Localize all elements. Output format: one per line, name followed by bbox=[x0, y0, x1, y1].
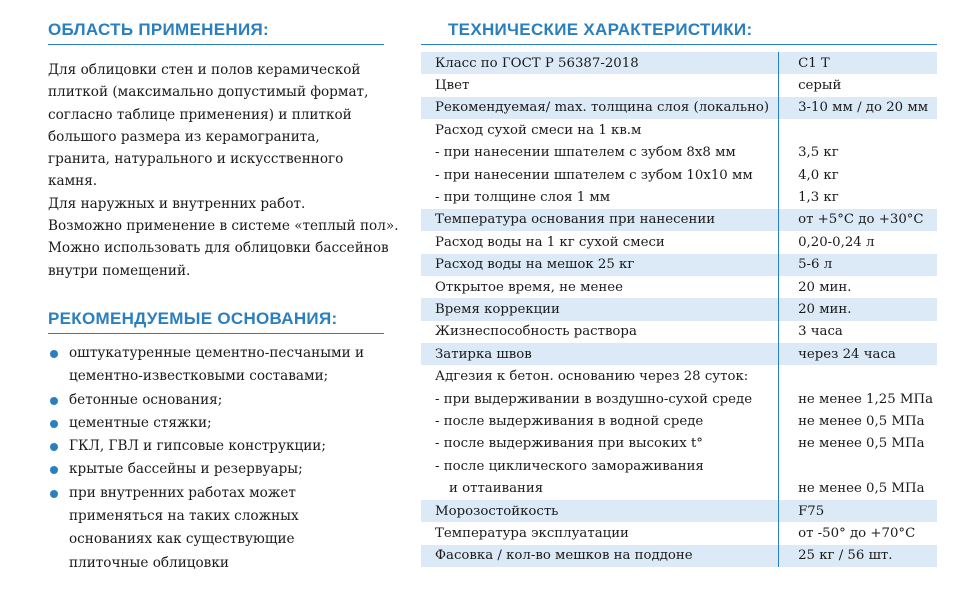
list-item-text: основаниях как существующие bbox=[69, 531, 295, 548]
bases-heading: РЕКОМЕНДУЕМЫЕ ОСНОВАНИЯ: bbox=[48, 309, 384, 334]
list-item-text: цементные стяжки; bbox=[69, 414, 212, 431]
spec-value: через 24 часа bbox=[779, 343, 937, 365]
application-section bbox=[48, 20, 399, 282]
table-row bbox=[421, 164, 937, 186]
spec-value: F75 bbox=[779, 500, 937, 522]
spec-value bbox=[779, 119, 937, 141]
table-row bbox=[421, 321, 937, 343]
spec-label: Открытое время, не менее bbox=[435, 279, 623, 295]
table-row bbox=[421, 477, 937, 499]
table-row bbox=[421, 410, 937, 432]
spec-value: 0,20-0,24 л bbox=[779, 231, 937, 253]
spec-label: Класс по ГОСТ Р 56387-2018 bbox=[421, 52, 779, 74]
spec-label: Жизнеспособность раствора bbox=[435, 324, 637, 340]
bases-list bbox=[48, 342, 384, 575]
table-row bbox=[421, 365, 937, 387]
table-row bbox=[421, 343, 937, 365]
table-row bbox=[421, 254, 937, 276]
application-text-line: большого размера из керамогранита, bbox=[48, 128, 320, 145]
spec-value: 4,0 кг bbox=[779, 164, 937, 186]
list-item bbox=[48, 412, 384, 435]
table-row bbox=[421, 142, 937, 164]
spec-label: Расход воды на 1 кг сухой смеси bbox=[435, 234, 665, 250]
application-text-line: Для облицовки стен и полов керамической bbox=[48, 62, 361, 78]
spec-value: 3-10 мм / до 20 мм bbox=[779, 97, 937, 119]
specs-table bbox=[421, 52, 937, 567]
spec-value: от +5°С до +30°С bbox=[779, 209, 937, 231]
table-row bbox=[421, 209, 937, 231]
application-text bbox=[48, 59, 399, 282]
table-row bbox=[421, 74, 937, 96]
table-row bbox=[421, 433, 937, 455]
spec-label: Морозостойкость bbox=[421, 500, 779, 522]
application-text-line: внутри помещений. bbox=[48, 262, 191, 279]
spec-value: серый bbox=[779, 74, 937, 96]
spec-label: - при нанесении шпателем с зубом 8х8 мм bbox=[435, 145, 736, 161]
table-row bbox=[421, 276, 937, 298]
table-row bbox=[421, 522, 937, 544]
spec-value: 20 мин. bbox=[779, 276, 937, 298]
table-row bbox=[421, 388, 937, 410]
list-item-text: бетонные основания; bbox=[69, 391, 223, 408]
spec-label: - после выдерживания в водной среде bbox=[435, 413, 704, 429]
spec-value bbox=[779, 455, 937, 477]
spec-label: Температура эксплуатации bbox=[435, 525, 629, 541]
spec-value: не менее 0,5 МПа bbox=[779, 477, 937, 499]
spec-value bbox=[779, 365, 937, 387]
spec-value: C1 T bbox=[779, 52, 937, 74]
spec-label: Рекомендуемая/ max. толщина слоя (локально) bbox=[421, 97, 779, 119]
table-row bbox=[421, 455, 937, 477]
spec-value: не менее 0,5 МПа bbox=[779, 433, 937, 455]
spec-label: Фасовка / кол-во мешков на поддоне bbox=[421, 545, 779, 567]
application-text-line: согласно таблице применения) и плиткой bbox=[48, 106, 352, 123]
list-item-text: применяться на таких сложных bbox=[69, 508, 299, 525]
specs-section bbox=[421, 20, 937, 567]
list-item bbox=[48, 435, 384, 458]
spec-label: Адгезия к бетон. основанию через 28 суток: bbox=[435, 369, 749, 385]
spec-value: 25 кг / 56 шт. bbox=[779, 545, 937, 567]
spec-value: не менее 0,5 МПа bbox=[779, 410, 937, 432]
spec-value: 1,3 кг bbox=[779, 186, 937, 208]
spec-label: - при нанесении шпателем с зубом 10х10 мм bbox=[435, 167, 753, 183]
application-text-line: Для наружных и внутренних работ. bbox=[48, 195, 306, 212]
list-item-text: цементно-известковыми составами; bbox=[69, 368, 329, 385]
table-row bbox=[421, 298, 937, 320]
spec-value: 20 мин. bbox=[779, 298, 937, 320]
list-item bbox=[48, 482, 384, 575]
spec-label: - при выдерживании в воздушно-сухой среде bbox=[435, 391, 753, 407]
table-row bbox=[421, 97, 937, 119]
spec-label: Время коррекции bbox=[421, 298, 779, 320]
spec-value: 5-6 л bbox=[779, 254, 937, 276]
application-text-line: Можно использовать для облицовки бассейнов bbox=[48, 240, 389, 257]
application-text-line: камня. bbox=[48, 173, 98, 190]
list-item bbox=[48, 458, 384, 481]
spec-label: Цвет bbox=[435, 78, 470, 94]
spec-value: 3,5 кг bbox=[779, 142, 937, 164]
list-item-text: крытые бассейны и резервуары; bbox=[69, 461, 303, 478]
table-row bbox=[421, 545, 937, 567]
spec-value: 3 часа bbox=[779, 321, 937, 343]
application-heading: ОБЛАСТЬ ПРИМЕНЕНИЯ: bbox=[48, 20, 384, 45]
application-text-line: Возможно применение в системе «теплый пол». bbox=[48, 218, 399, 235]
list-item bbox=[48, 342, 384, 389]
spec-label: - после циклического замораживания bbox=[435, 458, 704, 474]
table-row bbox=[421, 52, 937, 74]
list-item-text: плиточные облицовки bbox=[69, 554, 229, 571]
application-text-line: гранита, натурального и искусственного bbox=[48, 151, 344, 168]
spec-label: Температура основания при нанесении bbox=[421, 209, 779, 231]
list-item-text: при внутренних работах может bbox=[69, 484, 296, 501]
spec-label: Затирка швов bbox=[421, 343, 779, 365]
list-item-text: ГКЛ, ГВЛ и гипсовые конструкции; bbox=[69, 438, 326, 455]
spec-value: от -50° до +70°С bbox=[779, 522, 937, 544]
spec-label: - при толщине слоя 1 мм bbox=[435, 190, 611, 206]
spec-label: - после выдерживания при высоких t° bbox=[435, 436, 703, 452]
spec-label: и оттаивания bbox=[449, 481, 544, 497]
spec-value: не менее 1,25 МПа bbox=[779, 388, 937, 410]
spec-label: Расход воды на мешок 25 кг bbox=[421, 254, 779, 276]
application-text-line: плиткой (максимально допустимый формат, bbox=[48, 84, 369, 101]
list-item bbox=[48, 389, 384, 412]
spec-label: Расход сухой смеси на 1 кв.м bbox=[435, 122, 642, 138]
table-row bbox=[421, 500, 937, 522]
table-row bbox=[421, 119, 937, 141]
table-row bbox=[421, 186, 937, 208]
list-item-text: оштукатуренные цементно-песчаными и bbox=[69, 345, 365, 361]
specs-heading: ТЕХНИЧЕСКИЕ ХАРАКТЕРИСТИКИ: bbox=[421, 20, 937, 45]
table-row bbox=[421, 231, 937, 253]
